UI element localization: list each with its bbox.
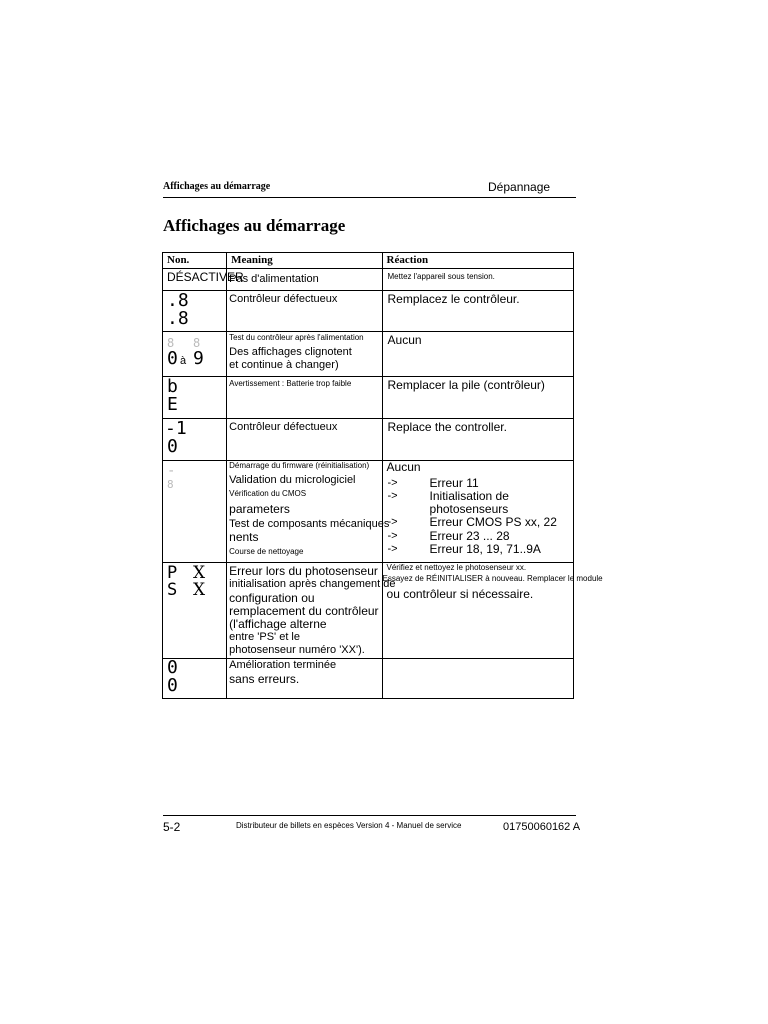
reaction-item: Initialisation de [429, 489, 509, 503]
page-title: Affichages au démarrage [163, 216, 346, 235]
meaning-text: Amélioration terminée [229, 659, 337, 671]
reaction-text: Vérifiez et nettoyez le photosenseur xx. [386, 563, 527, 572]
startup-display-table [162, 252, 603, 699]
meaning-text: Erreur lors du photosenseur [229, 564, 378, 578]
running-header-section: Affichages au démarrage [163, 181, 271, 192]
segment-display-ghost: 8 [193, 336, 201, 350]
segment-display-digit: X [193, 563, 206, 583]
meaning-text: Contrôleur défectueux [229, 293, 338, 305]
reaction-cell [382, 332, 573, 377]
reaction-cell [382, 461, 573, 563]
reaction-item: photosenseurs [429, 502, 509, 516]
reaction-text: Aucun [387, 333, 422, 347]
table-row [163, 269, 574, 291]
table-row [163, 377, 574, 419]
reaction-text: Remplacez le contrôleur. [387, 292, 520, 306]
reaction-cell [382, 269, 573, 291]
display-cell [163, 291, 227, 332]
meaning-cell [227, 291, 382, 332]
reaction-text: ou contrôleur si nécessaire. [386, 587, 534, 601]
meaning-text: Validation du micrologiciel [229, 474, 356, 486]
meaning-text: photosenseur numéro 'XX'). [229, 644, 365, 656]
meaning-cell [227, 332, 382, 377]
meaning-text: initialisation après changement de [229, 578, 396, 590]
header-rule [163, 197, 576, 198]
segment-display-digit: P [167, 563, 178, 583]
meaning-text: Démarrage du firmware (réinitialisation) [229, 461, 370, 470]
segment-display-ghost: 8 [167, 478, 174, 491]
display-cell [163, 377, 227, 419]
reaction-cell [382, 419, 573, 461]
reaction-cell [382, 659, 573, 699]
display-cell [163, 461, 227, 563]
table-row [163, 332, 574, 377]
segment-display-digit: E [167, 394, 178, 415]
display-cell [163, 419, 227, 461]
meaning-cell [227, 461, 390, 563]
footer-manual-title: Distributeur de billets en espèces Version 4 - Manuel de service [236, 821, 462, 830]
arrow-marker: -> [387, 543, 398, 555]
segment-display-digit: S [167, 580, 178, 600]
reaction-item: Erreur 11 [429, 476, 479, 490]
meaning-text: Vérification du CMOS [229, 489, 307, 498]
segment-display-digit: 0 [167, 348, 178, 369]
meaning-text: Des affichages clignotent [229, 346, 352, 358]
reaction-text: Aucun [386, 460, 421, 474]
display-cell [163, 332, 227, 377]
column-header-no: Non. [163, 253, 227, 269]
table-row [163, 563, 574, 659]
segment-display-digit: -1 [165, 418, 187, 439]
meaning-cell [227, 377, 382, 419]
meaning-text: sans erreurs. [229, 672, 300, 686]
range-word: à [180, 355, 187, 367]
reaction-text: Essayez de RÉINITIALISER à nouveau. Remplacer le module [382, 574, 603, 583]
reaction-text: Replace the controller. [387, 420, 507, 434]
reaction-cell [382, 377, 573, 419]
reaction-text: Mettez l'appareil sous tension. [387, 272, 495, 281]
table-row [163, 659, 574, 699]
reaction-item: Erreur 18, 19, 71..9A [429, 542, 541, 556]
table-row [163, 419, 574, 461]
meaning-cell [227, 563, 396, 659]
segment-display-digit: .8 [167, 308, 189, 329]
page-number: 5-2 [163, 820, 181, 834]
meaning-cell [227, 269, 382, 291]
segment-display-ghost: 8 [167, 336, 175, 350]
footer-rule [163, 815, 576, 816]
column-header-reaction: Réaction [382, 253, 573, 269]
meaning-text: (l'affichage alterne [229, 617, 327, 631]
table-row [163, 291, 574, 332]
meaning-cell [227, 659, 382, 699]
segment-display-ghost: - [167, 463, 176, 479]
segment-display-digit: 0 [167, 436, 178, 457]
meaning-cell [227, 419, 382, 461]
reaction-text: Remplacer la pile (contrôleur) [387, 378, 545, 392]
meaning-text: parameters [229, 502, 290, 516]
segment-display-digit: 0 [167, 675, 178, 696]
segment-display-digit: b [167, 376, 178, 397]
meaning-text: configuration ou [229, 591, 315, 605]
display-cell [163, 269, 244, 291]
table-header-row [163, 253, 574, 269]
meaning-text: Test du contrôleur après l'alimentation [229, 333, 364, 342]
meaning-text: et continue à changer) [229, 359, 339, 371]
segment-display-digit: 9 [193, 348, 204, 369]
reaction-cell [382, 291, 573, 332]
meaning-text: Pas d'alimentation [229, 273, 319, 285]
meaning-text: Avertissement : Batterie trop faible [229, 379, 352, 388]
footer-document-number: 01750060162 A [503, 821, 581, 833]
meaning-text: Course de nettoyage [229, 547, 304, 556]
display-cell [163, 659, 227, 699]
running-header-chapter: Dépannage [488, 180, 551, 194]
table-row [163, 461, 574, 563]
arrow-marker: -> [387, 490, 398, 502]
arrow-marker: -> [387, 516, 398, 528]
meaning-text: Contrôleur défectueux [229, 421, 338, 433]
display-text: DÉSACTIVER [167, 270, 244, 284]
segment-display-digit: X [193, 580, 206, 600]
meaning-text: nents [229, 530, 259, 544]
reaction-item: Erreur CMOS PS xx, 22 [429, 515, 557, 529]
meaning-text: entre 'PS' et le [229, 631, 300, 643]
reaction-cell [382, 563, 603, 659]
meaning-text: Test de composants mécaniques [229, 518, 390, 530]
reaction-item: Erreur 23 ... 28 [429, 529, 510, 543]
segment-display-digit: .8 [167, 290, 189, 311]
segment-display-digit: 0 [167, 657, 178, 678]
arrow-marker: -> [387, 477, 398, 489]
display-cell [163, 563, 227, 659]
arrow-marker: -> [387, 530, 398, 542]
column-header-meaning: Meaning [227, 253, 382, 269]
meaning-text: remplacement du contrôleur [229, 604, 379, 618]
